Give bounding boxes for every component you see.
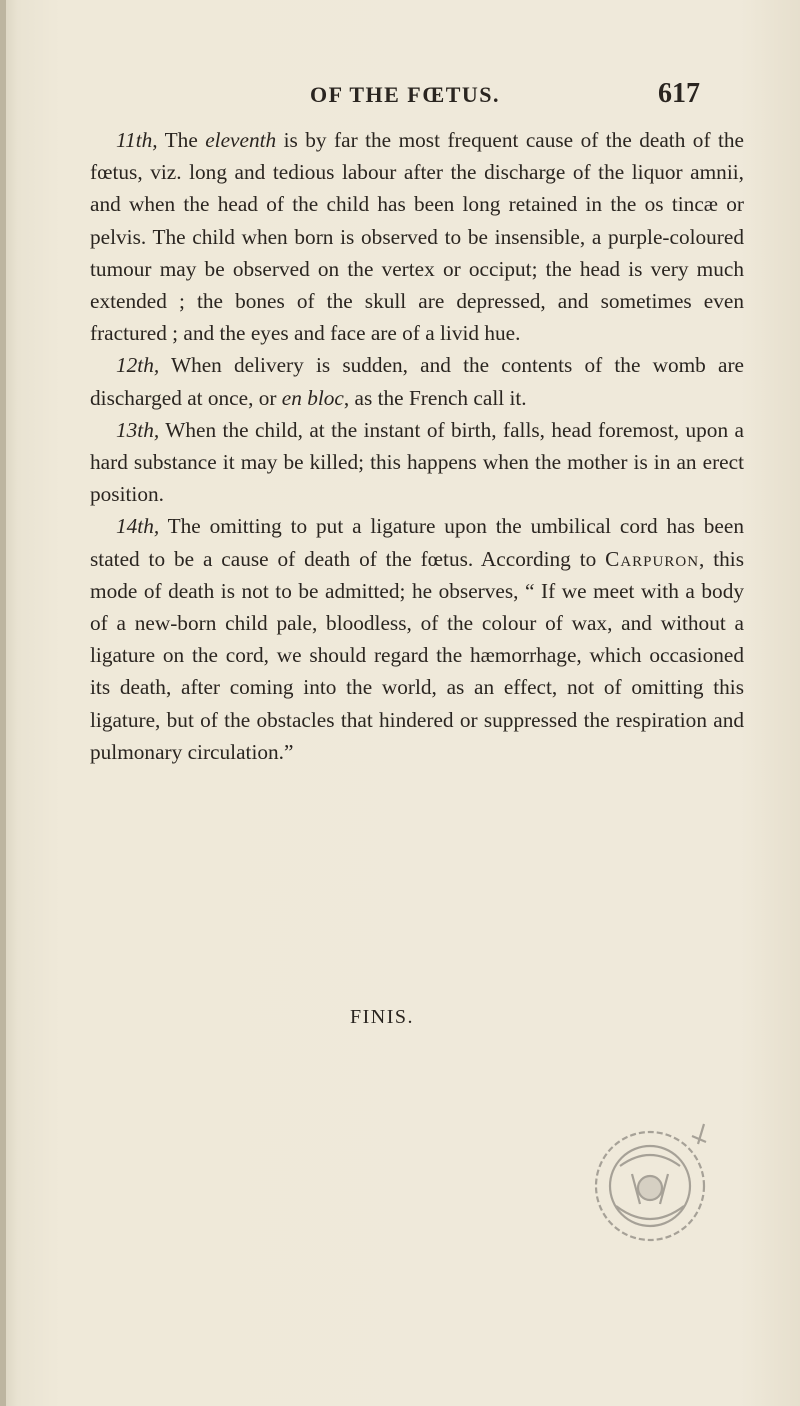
paragraph: [90, 414, 744, 511]
paragraph-number: 11th,: [116, 128, 158, 152]
paragraph-text: The omitting to put a ligature upon the umbilical cord has been stated to be a cause of death of the fœtus. According to: [90, 514, 744, 571]
paragraph-number: 12th,: [116, 353, 160, 378]
paragraph-number: 14th,: [116, 514, 160, 539]
paragraph-number: 13th,: [116, 417, 160, 442]
paragraph: [90, 349, 744, 413]
small-caps-name: Carpuron: [605, 546, 700, 571]
running-head-title: OF THE FŒTUS.: [310, 82, 501, 107]
finis-label: FINIS.: [350, 1006, 415, 1028]
paragraph-text: When the child, at the instant of birth, falls, head foremost, upon a hard substance it may be killed; this happens when the mother is in an erect position.: [90, 417, 744, 507]
paragraph-text: When delivery is sudden, and the contents of the womb are discharged at once, or: [90, 353, 744, 410]
paragraph: [90, 124, 744, 349]
paragraph-text: , this mode of death is not to be admitted; he observes, “ If we meet with a body of a new-born child pale, bloodless, of the colour of wax, and without a ligature on the cord, we should regard the hæmorrhage, which occasioned its death, after coming into the world, as an effect, not of omitting this ligature, but of the obstacles that hindered or suppressed the respiration and pulmonary circulation.”: [90, 546, 745, 764]
paragraph-text: The: [157, 128, 206, 152]
paragraph-text: is by far the most frequent cause of the death of the fœtus, viz. long and tedious labour after the discharge of the liquor amnii, and when the head of the child has been long retained in the os tincæ or pelvis. The child when born is observed to be insensible, a purple-coloured tumour may be observed on the vertex or occiput; the head is very much extended ; the bones of the skull are depressed, and sometimes even fractured ; and the eyes and face are of a livid hue.: [90, 128, 744, 346]
italic-text: en bloc: [281, 385, 344, 410]
paragraph: [90, 510, 744, 768]
italic-text: eleventh: [205, 128, 277, 152]
running-head: [0, 78, 800, 110]
body-text: [90, 124, 744, 768]
page-binding-edge: [0, 0, 6, 1406]
library-stamp-icon: [580, 1114, 720, 1254]
paragraph-text: , as the French call it.: [343, 385, 527, 410]
page-number: 617: [658, 78, 700, 109]
